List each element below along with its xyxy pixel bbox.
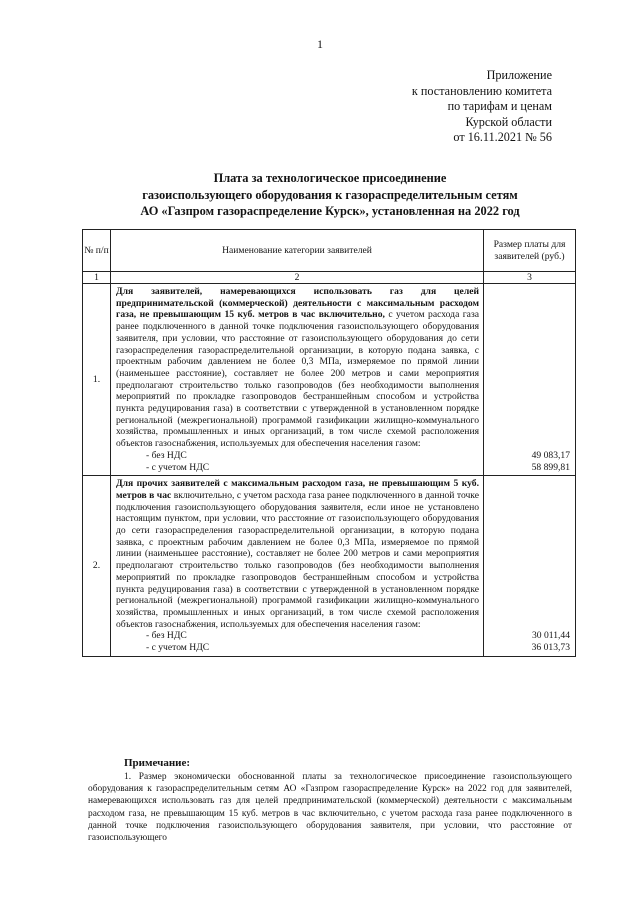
- row-sub-with-vat: - с учетом НДС: [146, 642, 210, 654]
- appendix-line: от 16.11.2021 № 56: [453, 130, 552, 145]
- appendix-block: [412, 68, 552, 146]
- row-text: включительно, с учетом расхода газа ранее подключенного в данной точке подключения газоиспользующего оборудования заявителя, если иное не установлено настоящим пунктом, при условии, что расстояние от газоиспользующего оборудования до сети газораспределения газораспределительной организации, в которую подана заявка, с проектным рабочим давлением не более 0,3 МПа, измеряемое по прямой линии (наименьшее расстояние), составляет не более 200 метров и сами мероприятия предполагают строительство только газопроводов (без необходимости выполнения мероприятий по прокладке газопроводов бестраншейным способом и устройства пункта редуцирования газа) в соответствии с утвержденной в установленном порядке региональной (межрегиональной) программой газификации жилищно-коммунального хозяйства, промышленных и иных организаций, в том числе схемой расположения объектов газоснабжения, используемых для обеспечения населения газом:: [116, 489, 479, 630]
- appendix-line: к постановлению комитета: [411, 83, 552, 98]
- index-cell: 2: [111, 272, 484, 284]
- price-without-vat: 49 083,17: [531, 449, 570, 461]
- table-header-row: [83, 230, 576, 272]
- appendix-line: Курской области: [465, 114, 552, 129]
- table-row: [83, 476, 576, 657]
- index-cell: 3: [484, 272, 576, 284]
- row-sub-without-vat: - без НДС: [146, 630, 187, 642]
- row-text: с учетом расхода газа ранее подключенного в данной точке подключения газоиспользующего оборудования заявителя, при условии, что расстояние от газоиспользующего оборудования до сети газораспределения газораспределительной организации, в которую подана заявка, с проектным рабочим давлением не более 0,3 МПа, измеряемое по прямой линии (наименьшее расстояние), составляет не более 200 метров и сами мероприятия предполагают строительство только газопроводов (без необходимости выполнения мероприятий по прокладке газопроводов бестраншейным способом и устройства пункта редуцирования газа) в соответствии с утвержденной в установленном порядке региональной (межрегиональной) программой газификации жилищно-коммунального хозяйства, промышленных и иных организаций, в том числе схемой расположения объектов газоснабжения, используемых для обеспечения населения газом:: [116, 309, 479, 450]
- appendix-line: по тарифам и ценам: [447, 99, 552, 114]
- title-line: газоиспользующего оборудования к газораспределительным сетям: [142, 187, 518, 202]
- header-num: № п/п: [83, 230, 111, 272]
- row-number: 2.: [83, 476, 111, 657]
- row-price: [484, 284, 576, 476]
- row-bold-text: Для прочих заявителей с максимальным расходом газа, не превышающим 5 куб. метров в час: [116, 478, 479, 501]
- header-price: Размер платы для заявителей (руб.): [484, 230, 576, 272]
- note-text: 1. Размер экономически обоснованной платы за технологическое присоединение газоиспользующего оборудования к газораспределительным сетям АО «Газпром газораспределение Курск» на 2022 год для заявителей, намеревающихся использовать газ для целей предпринимательской (коммерческой) деятельности с максимальным расходом газа, не превышающим 15 куб. метров в час включительно, с учетом расхода газа ранее подключенного в данной точке подключения газоиспользующего оборудования заявителя, при условии, что расстояние от газоиспользующего: [88, 772, 572, 844]
- row-sub-without-vat: - без НДС: [146, 449, 187, 461]
- price-with-vat: 58 899,81: [531, 461, 570, 473]
- price-without-vat: 30 011,44: [531, 630, 570, 642]
- title-line: АО «Газпром газораспределение Курск», установленная на 2022 год: [140, 204, 520, 218]
- title-line: Плата за технологическое присоединение: [213, 171, 447, 185]
- appendix-line: Приложение: [486, 68, 552, 82]
- table-index-row: [83, 272, 576, 284]
- fees-table: [82, 229, 576, 657]
- row-description: [111, 284, 484, 476]
- index-cell: 1: [83, 272, 111, 284]
- document-title: [80, 170, 580, 220]
- row-number: 1.: [83, 284, 111, 476]
- table-row: [83, 284, 576, 476]
- row-bold-text: Для заявителей, намеревающихся использовать газ для целей предпринимательской (коммерческой) деятельности с максимальным расходом газа, не превышающим 15 куб. метров в час включительно,: [116, 286, 479, 321]
- row-price: [484, 476, 576, 657]
- row-description: [111, 476, 484, 657]
- note-title: Примечание:: [124, 757, 191, 769]
- row-sub-with-vat: - с учетом НДС: [146, 461, 210, 473]
- price-with-vat: 36 013,73: [531, 642, 570, 654]
- page-number: 1: [317, 37, 323, 51]
- header-name: Наименование категории заявителей: [111, 230, 484, 272]
